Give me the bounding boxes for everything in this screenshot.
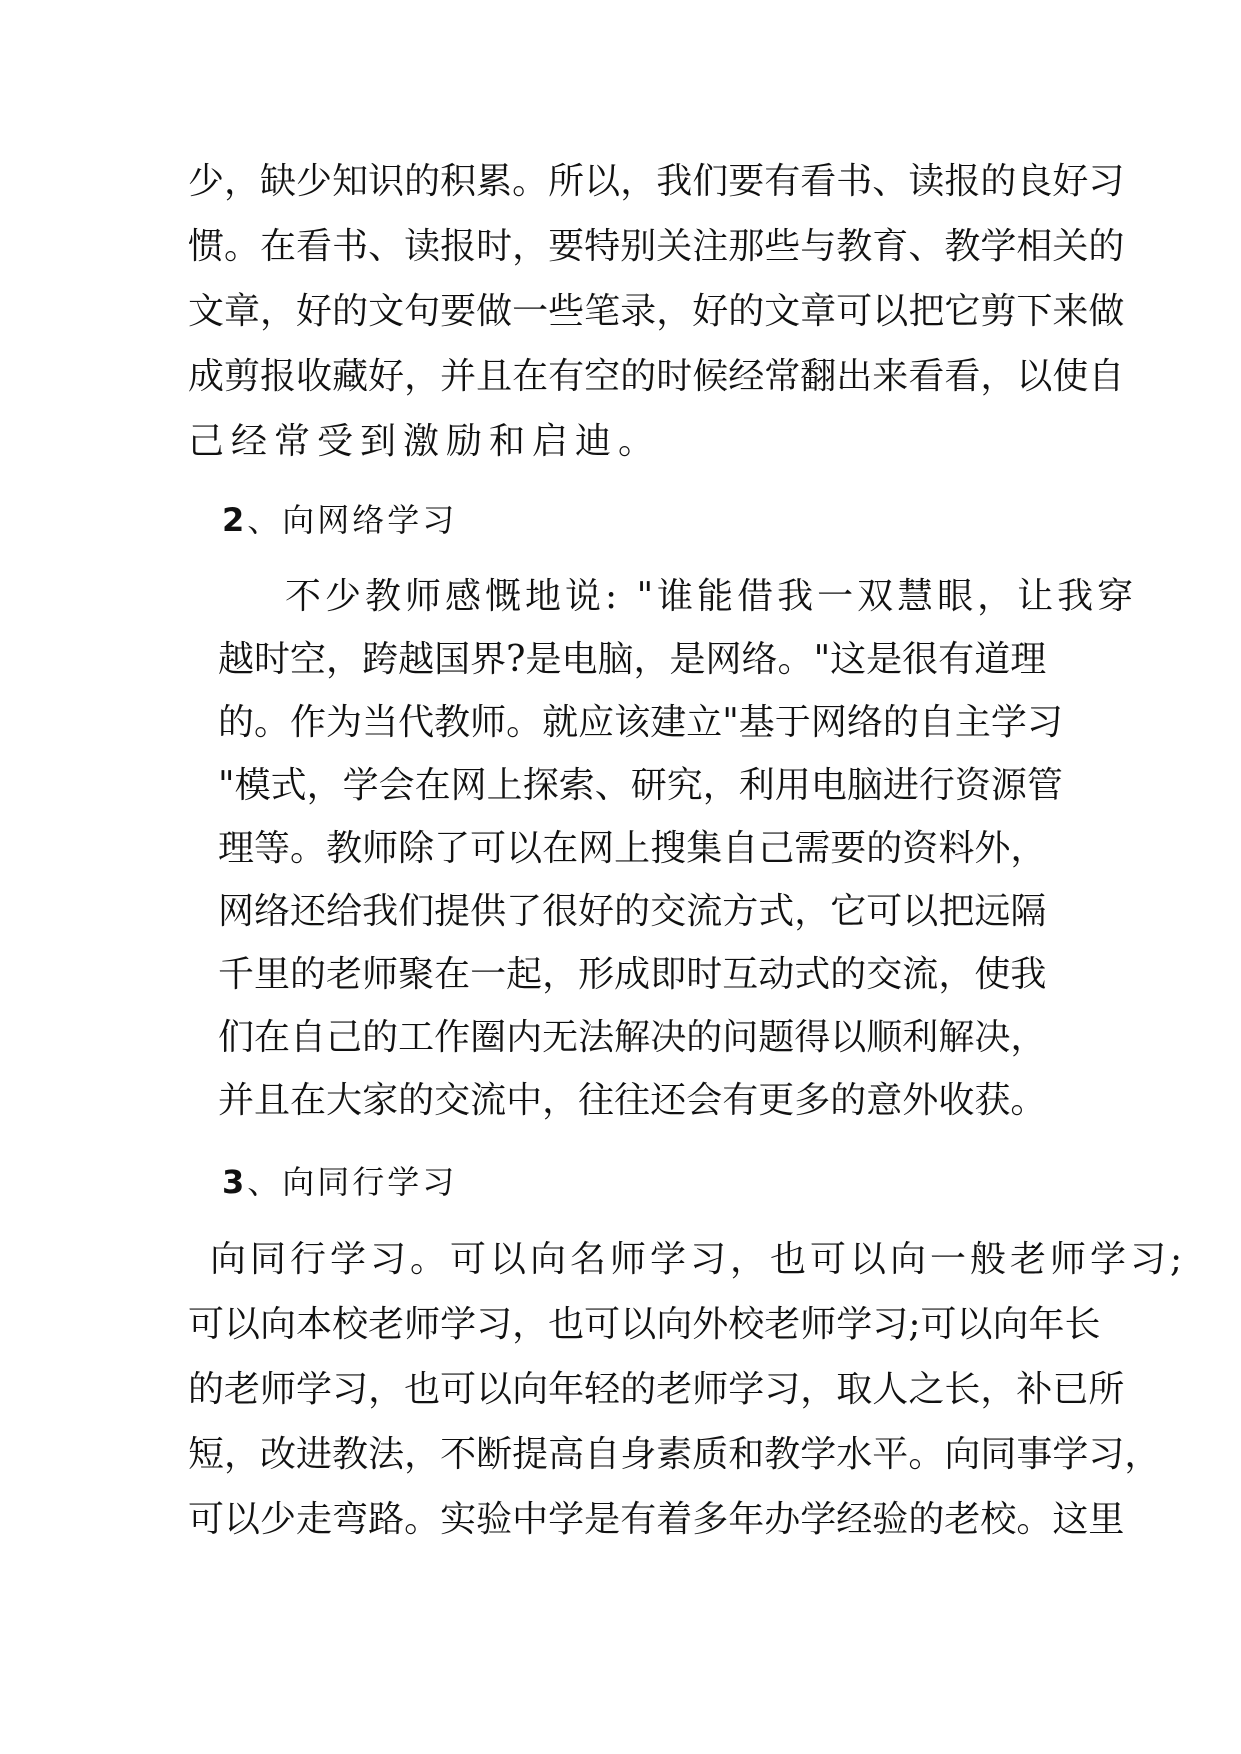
section3-number: 3 bbox=[222, 1163, 248, 1201]
paragraph2-line-3: 的 。 作 为 当 代 教 师 。 就 应 该 建 立 " 基 于 网 络 的 自 主 学 习 bbox=[218, 702, 1063, 743]
paragraph2-line-9: 并 且 在 大 家 的 交 流 中 ， 往 往 还 会 有 更 多 的 意 外 收 获 。 bbox=[218, 1080, 1047, 1121]
paragraph2-line-7: 千 里 的 老 师 聚 在 一 起 ， 形 成 即 时 互 动 式 的 交 流 ， 使 我 bbox=[218, 954, 1047, 995]
paragraph1-line-2: 惯 。 在 看 书 、 读 报 时 ， 要 特 别 关 注 那 些 与 教 育 、 教 学 相 关 的 bbox=[188, 226, 1125, 267]
paragraph3-line-1: 向同行学习。可以向名师学习，也可以向一般老师学习; bbox=[210, 1239, 1187, 1280]
paragraph1-line-1: 少 ， 缺 少 知 识 的 积 累 。 所 以 ， 我 们 要 有 看 书 、 读 报 的 良 好 习 bbox=[188, 161, 1125, 202]
paragraph2-line-6: 网 络 还 给 我 们 提 供 了 很 好 的 交 流 方 式 ， 它 可 以 把 远 隔 bbox=[218, 891, 1047, 932]
paragraph2-line-5: 理 等 。 教 师 除 了 可 以 在 网 上 搜 集 自 己 需 要 的 资 料 外 ， bbox=[218, 828, 1047, 869]
section3-heading bbox=[222, 1160, 457, 1204]
section3-title: 、向同行学习 bbox=[247, 1163, 458, 1201]
section2-title: 、向网络学习 bbox=[247, 501, 458, 539]
paragraph2-line-2: 越 时 空 ， 跨 越 国 界 ? 是 电 脑 ， 是 网 络 。 " 这 是 很 有 道 理 bbox=[218, 639, 1047, 680]
section2-number: 2 bbox=[222, 501, 248, 539]
paragraph3-line-4: 短 ， 改 进 教 法 ， 不 断 提 高 自 身 素 质 和 教 学 水 平 。 向 同 事 学 习 ， bbox=[188, 1434, 1161, 1475]
paragraph2-line-8: 们 在 自 己 的 工 作 圈 内 无 法 解 决 的 问 题 得 以 顺 利 解 决 ， bbox=[218, 1017, 1047, 1058]
paragraph3-line-2: 可 以 向 本 校 老 师 学 习 ， 也 可 以 向 外 校 老 师 学 习 ; 可 以 向 年 长 bbox=[188, 1304, 1101, 1345]
paragraph1-line-5: 己经常受到激励和启迪。 bbox=[188, 421, 662, 462]
paragraph1-line-4: 成 剪 报 收 藏 好 ， 并 且 在 有 空 的 时 候 经 常 翻 出 来 看 看 ， 以 使 自 bbox=[188, 356, 1125, 397]
paragraph3-line-5: 可 以 少 走 弯 路 。 实 验 中 学 是 有 着 多 年 办 学 经 验 的 老 校 。 这 里 bbox=[188, 1499, 1125, 1540]
paragraph2-line-1: 不少教师感慨地说: "谁能借我一双慧眼，让我穿 bbox=[285, 576, 1138, 617]
paragraph3-line-3: 的 老 师 学 习 ， 也 可 以 向 年 轻 的 老 师 学 习 ， 取 人 之 长 ， 补 已 所 bbox=[188, 1369, 1125, 1410]
paragraph2-line-4: " 模 式 ， 学 会 在 网 上 探 索 、 研 究 ， 利 用 电 脑 进 行 资 源 管 bbox=[218, 765, 1063, 806]
section2-heading bbox=[222, 498, 457, 542]
paragraph1-line-3: 文 章 ， 好 的 文 句 要 做 一 些 笔 录 ， 好 的 文 章 可 以 把 它 剪 下 来 做 bbox=[188, 291, 1125, 332]
